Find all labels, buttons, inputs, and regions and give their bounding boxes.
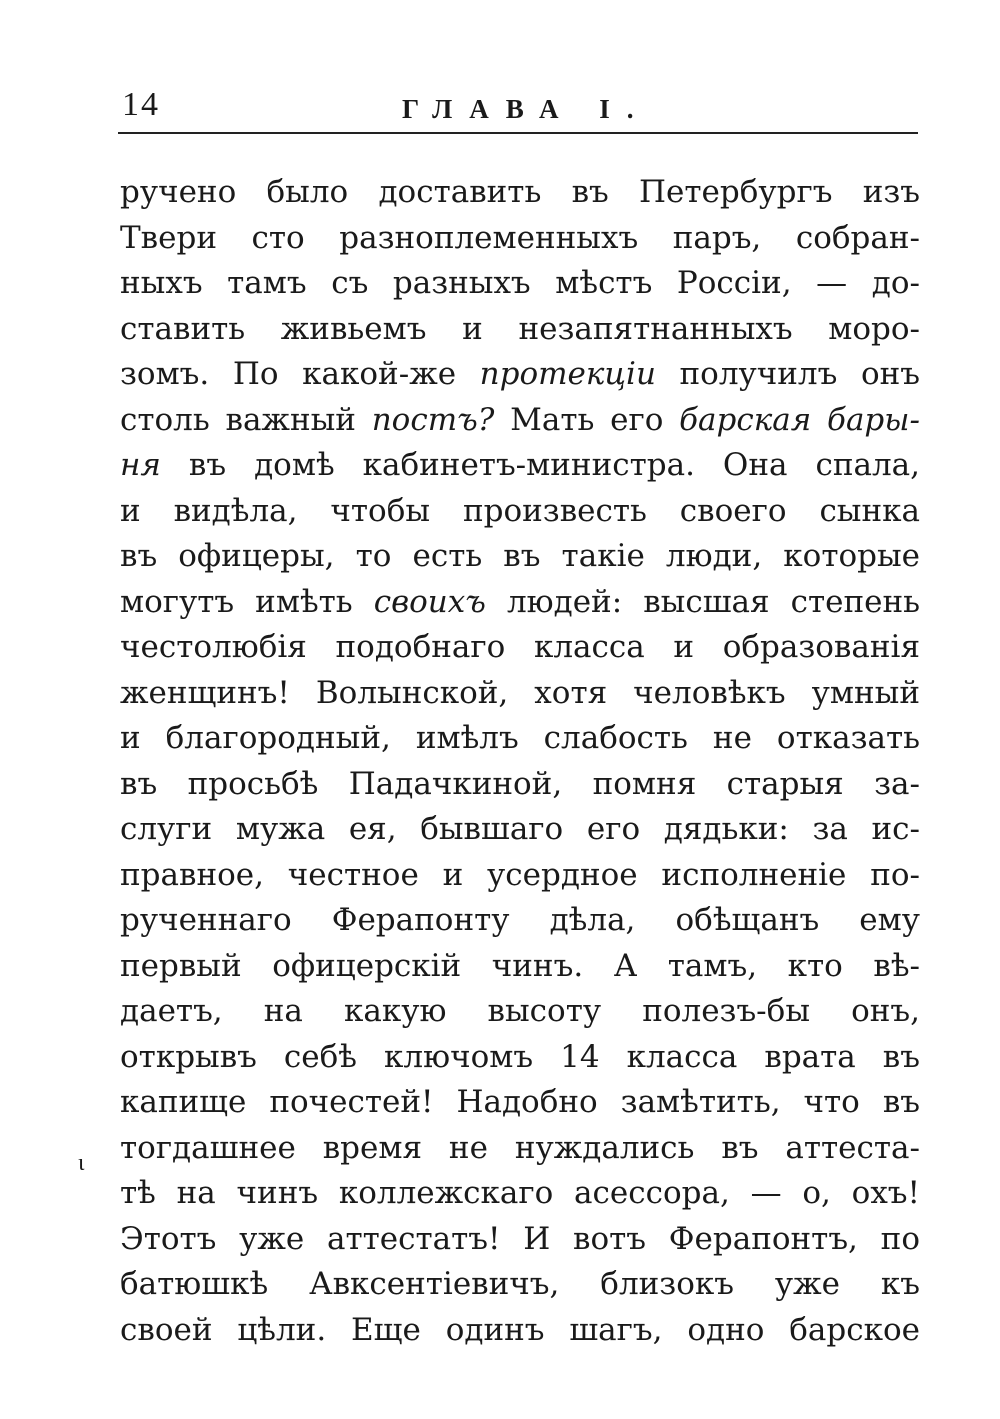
text-segment: Этотъ уже аттестатъ! И вотъ Ферапонтъ, по	[120, 1220, 920, 1257]
italic-text: барская бары-	[679, 401, 920, 438]
text-line	[120, 625, 920, 671]
italic-text: своихъ	[373, 583, 486, 620]
text-segment: ручено было доставить въ Петербургъ изъ	[120, 174, 920, 210]
text-line	[120, 762, 920, 808]
body-text	[120, 170, 920, 1353]
text-segment: и благородный, имѣлъ слабость не отказать	[120, 720, 920, 756]
text-line	[120, 853, 920, 899]
margin-mark: ι	[78, 1150, 85, 1176]
text-line	[120, 1126, 920, 1172]
text-segment: Мать его	[494, 401, 680, 438]
text-segment: тѣ на чинъ коллежскаго асессора, — о, охъ!	[120, 1175, 920, 1211]
text-segment: ставить живьемъ и незапятнанныхъ моро-	[120, 310, 920, 347]
text-line	[120, 398, 920, 444]
text-segment: слуги мужа ея, бывшаго его дядьки: за ис-	[120, 811, 920, 847]
text-line	[120, 1171, 920, 1217]
text-line	[120, 534, 920, 580]
text-segment: капище почестей! Надобно замѣтить, что въ	[120, 1084, 920, 1120]
text-segment: зомъ. По какой-же	[120, 356, 480, 392]
text-line	[120, 944, 920, 990]
text-segment: людей: высшая степень	[485, 583, 920, 620]
text-segment: тогдашнее время не нуждались въ аттеста-	[120, 1129, 920, 1166]
italic-text: протекціи	[479, 356, 656, 392]
text-line	[120, 989, 920, 1035]
text-line	[120, 216, 920, 262]
text-line	[120, 580, 920, 626]
page-header	[122, 84, 918, 130]
text-line	[120, 898, 920, 944]
text-segment: открывъ себѣ ключомъ 14 класса врата въ	[120, 1038, 920, 1075]
text-segment: и видѣла, чтобы произвесть своего сынка	[120, 492, 920, 529]
text-line	[120, 1080, 920, 1126]
text-line	[120, 352, 920, 398]
text-line	[120, 307, 920, 353]
text-line	[120, 489, 920, 535]
text-segment: честолюбія подобнаго класса и образованія	[120, 629, 920, 665]
text-segment: даетъ, на какую высоту полезъ-бы онъ,	[120, 993, 920, 1029]
text-segment: Твери сто разноплеменныхъ паръ, собран-	[120, 219, 920, 256]
text-segment: правное, честное и усердное исполненіе по-	[120, 856, 920, 893]
text-segment: въ просьбѣ Падачкиной, помня старыя за-	[120, 765, 920, 802]
text-segment: женщинъ! Волынской, хотя человѣкъ умный	[120, 674, 920, 711]
text-line	[120, 1217, 920, 1263]
header-rule	[118, 132, 918, 134]
text-segment: получилъ онъ	[655, 356, 920, 392]
text-line	[120, 807, 920, 853]
text-line	[120, 443, 920, 489]
text-line	[120, 716, 920, 762]
text-segment: могутъ имѣть	[120, 583, 374, 620]
text-segment: рученнаго Ферапонту дѣла, обѣщанъ ему	[120, 902, 920, 938]
text-line	[120, 1262, 920, 1308]
chapter-title: ГЛАВА I.	[402, 94, 651, 124]
text-segment: батюшкѣ Авксентіевичъ, близокъ уже къ	[120, 1266, 920, 1302]
text-line	[120, 261, 920, 307]
text-line	[120, 1035, 920, 1081]
text-segment: въ офицеры, то есть въ такіе люди, которые	[120, 538, 920, 574]
text-line	[120, 170, 920, 216]
text-segment: первый офицерскій чинъ. А тамъ, кто вѣ-	[120, 947, 920, 984]
page-number: 14	[122, 86, 160, 123]
text-line	[120, 671, 920, 717]
text-segment: въ домѣ кабинетъ-министра. Она спала,	[160, 447, 920, 483]
italic-text: постъ?	[371, 401, 495, 438]
italic-text: ня	[120, 447, 161, 483]
text-segment: ныхъ тамъ съ разныхъ мѣстъ Россіи, — до-	[120, 265, 920, 301]
text-line	[120, 1308, 920, 1354]
text-segment: столь важный	[120, 401, 372, 438]
text-segment: своей цѣли. Еще одинъ шагъ, одно барское	[120, 1311, 920, 1348]
